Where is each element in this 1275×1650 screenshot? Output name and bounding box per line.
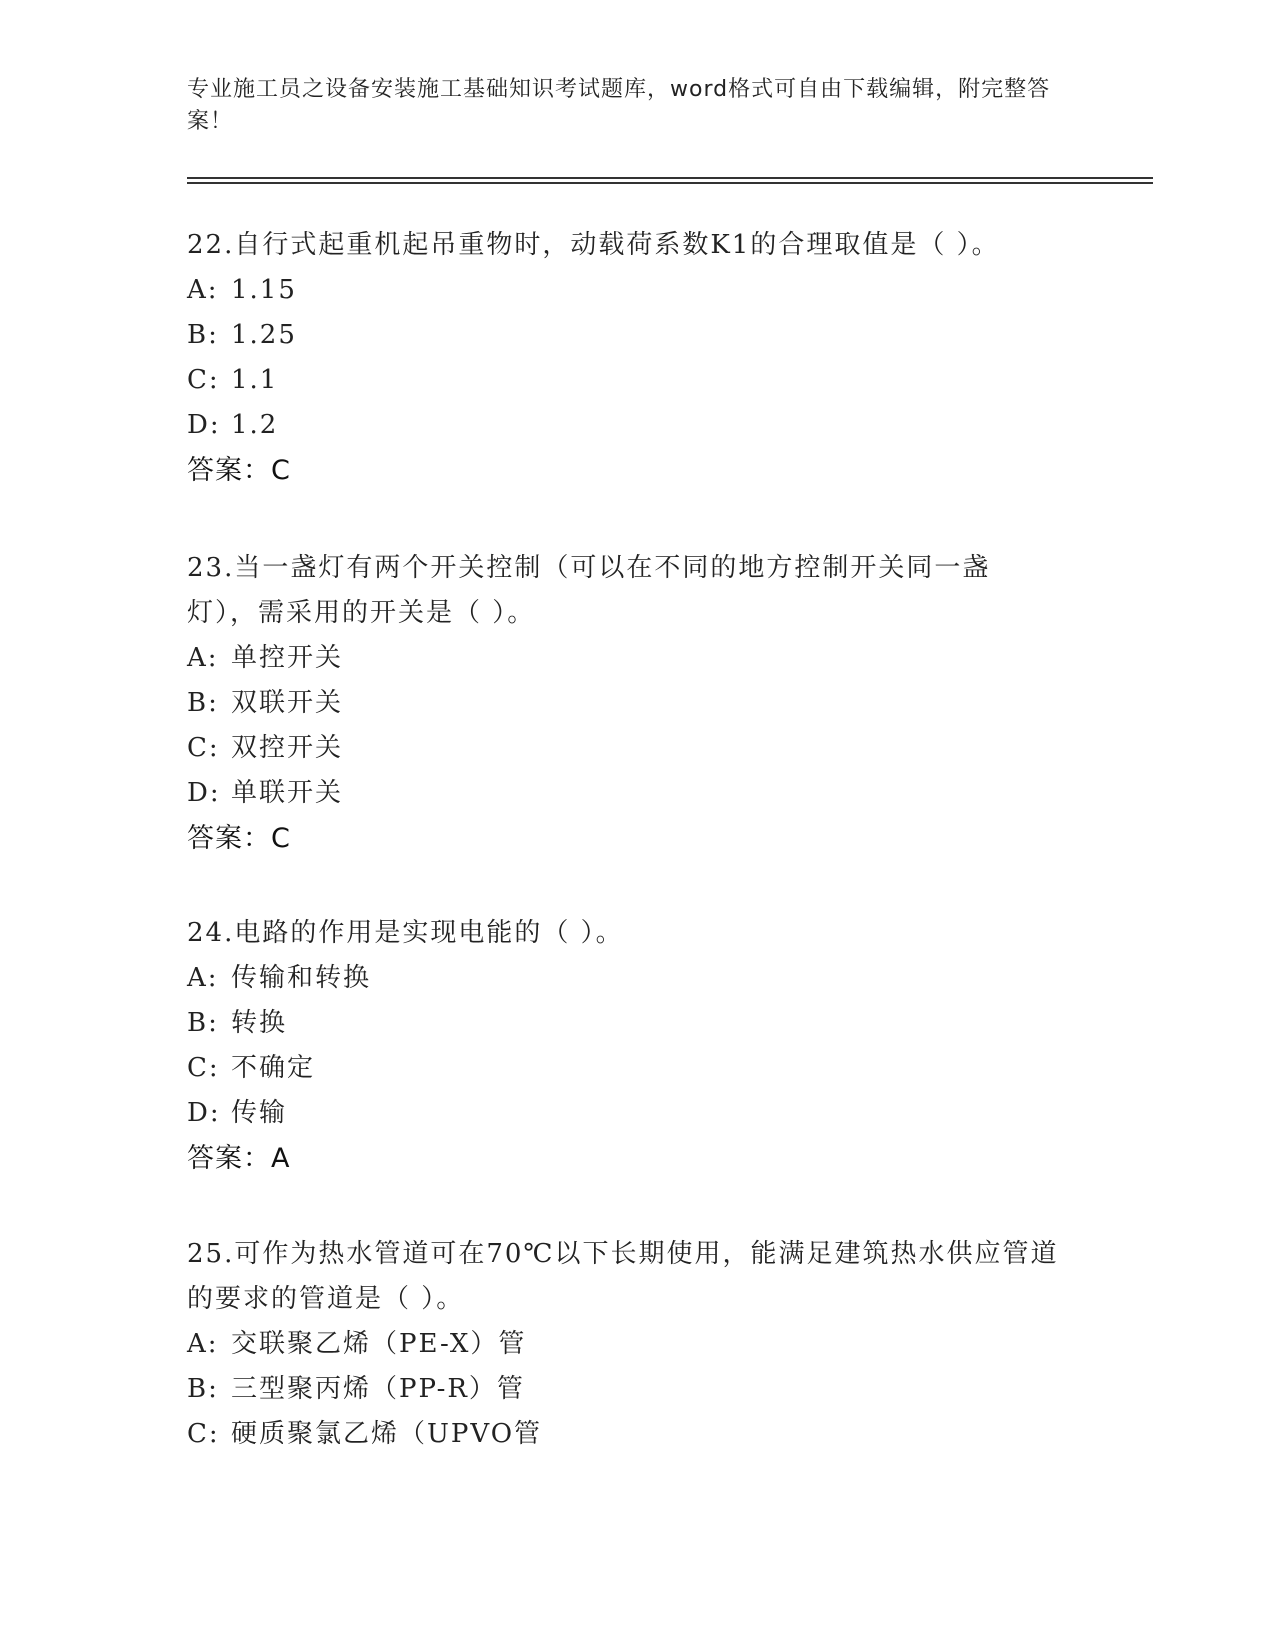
option-b bbox=[187, 1367, 1067, 1412]
question-23 bbox=[187, 546, 1047, 861]
option-b bbox=[187, 681, 1047, 726]
option-letter: D: bbox=[187, 1098, 221, 1128]
option-list bbox=[187, 1322, 1067, 1457]
option-b bbox=[187, 313, 1087, 358]
option-c bbox=[187, 358, 1087, 403]
option-letter: B: bbox=[187, 320, 219, 350]
option-text: 转换 bbox=[231, 1008, 288, 1038]
option-a bbox=[187, 956, 1087, 1001]
option-letter: A: bbox=[187, 643, 219, 673]
answer-line: 答案：C bbox=[187, 823, 291, 854]
option-c bbox=[187, 726, 1047, 771]
option-letter: C: bbox=[187, 733, 220, 763]
option-text: 单联开关 bbox=[231, 778, 344, 808]
header-divider-bottom bbox=[187, 182, 1153, 184]
question-25 bbox=[187, 1232, 1067, 1457]
option-letter: D: bbox=[187, 778, 221, 808]
question-stem: 23.当一盏灯有两个开关控制（可以在不同的地方控制开关同一盏灯），需采用的开关是（ ）。 bbox=[187, 553, 991, 628]
option-text: 三型聚丙烯（PP-R）管 bbox=[231, 1374, 525, 1404]
option-list bbox=[187, 268, 1087, 448]
option-a bbox=[187, 268, 1087, 313]
option-c bbox=[187, 1046, 1087, 1091]
option-c bbox=[187, 1412, 1067, 1457]
document-header: 专业施工员之设备安装施工基础知识考试题库，word格式可自由下载编辑，附完整答案！ bbox=[187, 77, 1051, 134]
option-d bbox=[187, 1091, 1087, 1136]
option-letter: B: bbox=[187, 688, 219, 718]
option-list bbox=[187, 636, 1047, 816]
option-text: 1.1 bbox=[231, 365, 279, 395]
question-22 bbox=[187, 223, 1087, 493]
option-text: 单控开关 bbox=[231, 643, 344, 673]
option-letter: B: bbox=[187, 1008, 219, 1038]
option-list bbox=[187, 956, 1087, 1136]
option-text: 不确定 bbox=[231, 1053, 316, 1083]
option-text: 传输和转换 bbox=[231, 963, 372, 993]
option-d bbox=[187, 403, 1087, 448]
option-letter: A: bbox=[187, 1329, 219, 1359]
option-letter: A: bbox=[187, 963, 219, 993]
option-text: 1.2 bbox=[231, 410, 279, 440]
option-d bbox=[187, 771, 1047, 816]
question-stem: 22.自行式起重机起吊重物时，动载荷系数K1的合理取值是（ ）。 bbox=[187, 230, 1000, 260]
header-divider-top bbox=[187, 177, 1153, 179]
option-letter: C: bbox=[187, 365, 220, 395]
question-stem: 24.电路的作用是实现电能的（ ）。 bbox=[187, 918, 624, 948]
answer-line: 答案：A bbox=[187, 1143, 291, 1174]
option-letter: C: bbox=[187, 1419, 220, 1449]
option-text: 1.25 bbox=[231, 320, 297, 350]
option-text: 传输 bbox=[231, 1098, 288, 1128]
option-a bbox=[187, 1322, 1067, 1367]
option-text: 双控开关 bbox=[231, 733, 344, 763]
question-stem: 25.可作为热水管道可在70℃以下长期使用，能满足建筑热水供应管道的要求的管道是（ ）。 bbox=[187, 1239, 1059, 1314]
option-text: 1.15 bbox=[231, 275, 297, 305]
answer-line: 答案：C bbox=[187, 455, 291, 486]
option-text: 交联聚乙烯（PE-X）管 bbox=[231, 1329, 527, 1359]
option-text: 双联开关 bbox=[231, 688, 344, 718]
option-letter: C: bbox=[187, 1053, 220, 1083]
question-24 bbox=[187, 911, 1087, 1181]
option-text: 硬质聚氯乙烯（UPVO管 bbox=[231, 1419, 543, 1449]
option-letter: B: bbox=[187, 1374, 219, 1404]
option-a bbox=[187, 636, 1047, 681]
option-letter: D: bbox=[187, 410, 221, 440]
option-letter: A: bbox=[187, 275, 219, 305]
option-b bbox=[187, 1001, 1087, 1046]
